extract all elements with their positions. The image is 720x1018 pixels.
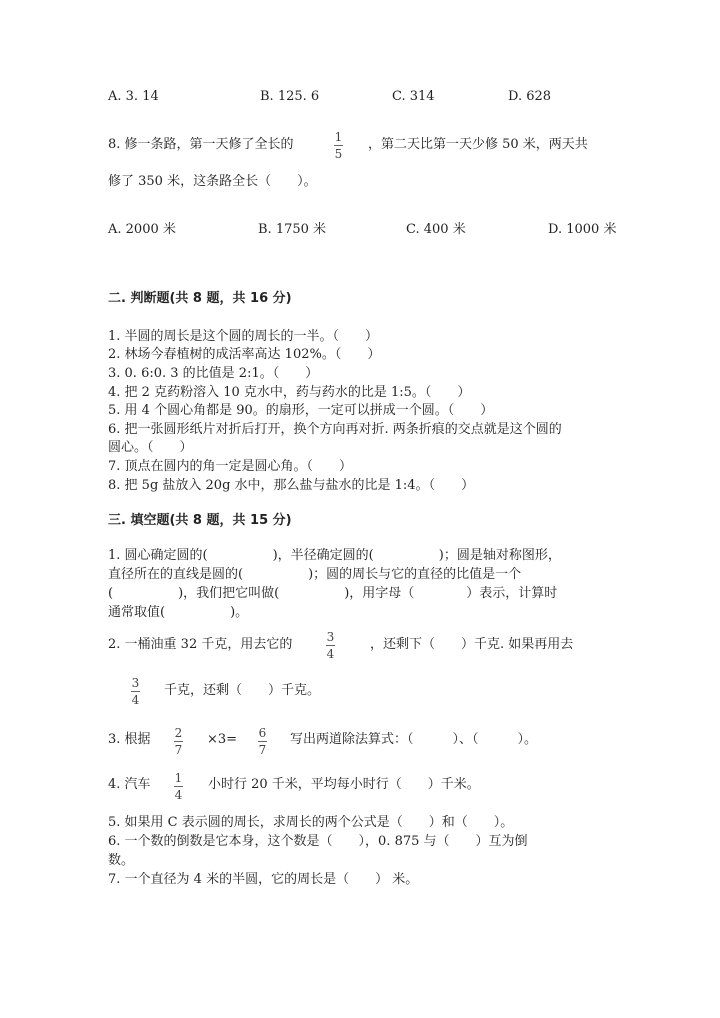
q8-option-d: D. 1000 米 — [548, 222, 617, 237]
q4-text-2: 小时行 20 千米，平均每小时行（ ）千米。 — [208, 777, 480, 792]
question-line: 6. 一个数的倒数是它本身，这个数是（ ），0. 875 与（ ）互为倒 — [108, 834, 528, 849]
question-line: 4. 把 2 克药粉溶入 10 克水中，药与药水的比是 1:5。（ ） — [108, 385, 471, 400]
q8-text-1: 8. 修一条路，第一天修了全长的 — [108, 137, 294, 152]
fraction — [174, 726, 183, 757]
question-line: 6. 把一张圆形纸片对折后打开，换个方向再对折. 两条折痕的交点就是这个圆的 — [108, 422, 562, 437]
question-line: 5. 用 4 个圆心角都是 90。的扇形，一定可以拼成一个圆。（ ） — [108, 403, 494, 418]
question-line: 8. 把 5g 盐放入 20g 水中，那么盐与盐水的比是 1:4。（ ） — [108, 478, 475, 493]
q2-text-1: 2. 一桶油重 32 千克，用去它的 — [108, 637, 293, 652]
question-line: 2. 林场今春植树的成活率高达 102%。（ ） — [108, 347, 381, 362]
question-line: ( )，我们把它叫做( )，用字母（ ）表示，计算时 — [108, 586, 558, 601]
q3-text-1: 3. 根据 — [108, 732, 151, 747]
numerator: 2 — [174, 726, 183, 740]
q4-text-1: 4. 汽车 — [108, 777, 151, 792]
q2-line-2: 千克，还剩（ ）千克。 — [164, 683, 321, 698]
question-line: 直径所在的直线是圆的( )；圆的周长与它的直径的比值是一个 — [108, 567, 522, 582]
question-line: 圆心。（ ） — [108, 440, 193, 455]
option-b: B. 125. 6 — [260, 89, 320, 104]
option-a: A. 3. 14 — [108, 89, 159, 104]
q2-text-2: ，还剩下（ ）千克. 如果再用去 — [370, 637, 574, 652]
numerator: 3 — [131, 676, 140, 690]
denominator: 7 — [258, 743, 267, 757]
denominator: 5 — [334, 147, 343, 161]
question-line: 1. 半圆的周长是这个圆的周长的一半。（ ） — [108, 329, 379, 344]
q8-option-c: C. 400 米 — [406, 222, 466, 237]
question-line: 1. 圆心确定圆的( )，半径确定圆的( )；圆是轴对称图形， — [108, 548, 561, 563]
fraction — [258, 726, 267, 757]
q8-text-2: ，第二天比第一天少修 50 米，两天共 — [368, 137, 588, 152]
denominator: 4 — [131, 693, 140, 707]
question-line: 7. 顶点在圆内的角一定是圆心角。（ ） — [108, 459, 353, 474]
numerator: 1 — [334, 130, 343, 144]
q8-option-a: A. 2000 米 — [108, 222, 176, 237]
numerator: 1 — [174, 771, 183, 785]
fraction — [326, 630, 335, 661]
question-line: 3. 0. 6:0. 3 的比值是 2:1。（ ） — [108, 366, 319, 381]
q8-option-b: B. 1750 米 — [258, 222, 327, 237]
option-d: D. 628 — [508, 89, 552, 104]
fraction — [174, 771, 183, 802]
denominator: 7 — [174, 743, 183, 757]
numerator: 3 — [326, 630, 335, 644]
q3-text-2: 写出两道除法算式：（ ）、（ ）。 — [290, 732, 538, 747]
denominator: 4 — [326, 647, 335, 661]
fraction — [131, 676, 140, 707]
question-line: 通常取值( )。 — [108, 605, 249, 620]
fraction — [334, 130, 343, 161]
q8-line-2: 修了 350 米，这条路全长（ ）。 — [108, 174, 317, 189]
section-heading: 三. 填空题(共 8 题，共 15 分) — [108, 513, 292, 528]
question-line: 数。 — [108, 853, 135, 868]
question-line: 7. 一个直径为 4 米的半圆，它的周长是（ ） 米。 — [108, 872, 419, 887]
section-heading: 二. 判断题(共 8 题，共 16 分) — [108, 291, 292, 306]
denominator: 4 — [174, 788, 183, 802]
option-c: C. 314 — [392, 89, 435, 104]
q3-times: ×3= — [207, 732, 238, 747]
question-line: 5. 如果用 C 表示圆的周长，求周长的两个公式是（ ）和（ ）。 — [108, 815, 514, 830]
numerator: 6 — [258, 726, 267, 740]
